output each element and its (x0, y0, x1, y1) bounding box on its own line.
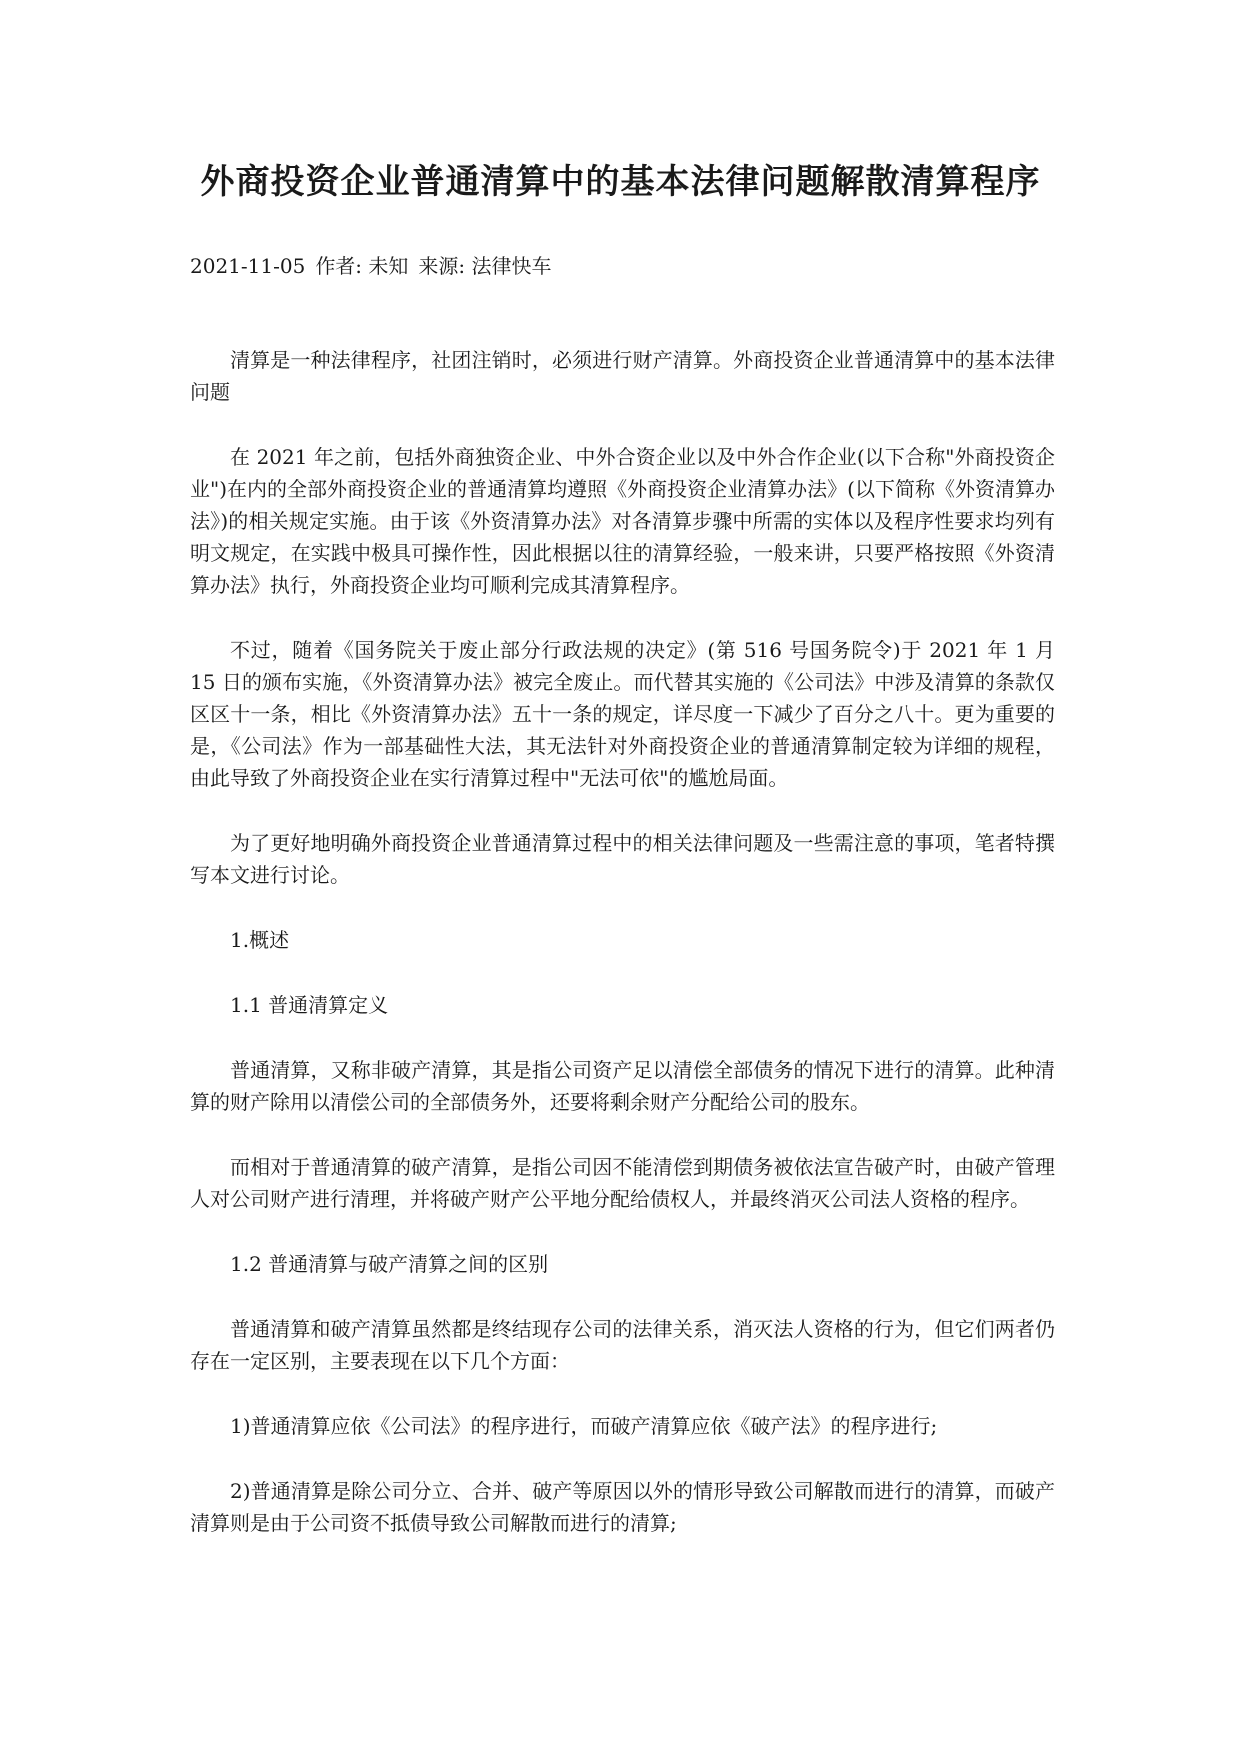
subsection-heading: 1.2 普通清算与破产清算之间的区别 (230, 1252, 549, 1276)
paragraph: 普通清算和破产清算虽然都是终结现存公司的法律关系，消灭法人资格的行为，但它们两者仍存在一定区别，主要表现在以下几个方面： (190, 1317, 1055, 1373)
article-body (190, 344, 1055, 1572)
author-line: 作者: 未知 (315, 254, 409, 278)
publish-date: 2021-11-05 (190, 254, 306, 278)
paragraph: 不过，随着《国务院关于废止部分行政法规的决定》(第 516 号国务院令)于 2021 年 1 月 15 日的颁布实施，《外资清算办法》被完全废止。而代替其实施的《公司法》中涉及清算的条款仅区区十一条，相比《外资清算办法》五十一条的规定，详尽度一下减少了百分之八十。更为重要的是，《公司法》作为一部基础性大法，其无法针对外商投资企业的普通清算制定较为详细的规程，由此导致了外商投资企业在实行清算过程中"无法可依"的尴尬局面。 (190, 638, 1055, 790)
paragraph: 普通清算，又称非破产清算，其是指公司资产足以清偿全部债务的情况下进行的清算。此种清算的财产除用以清偿公司的全部债务外，还要将剩余财产分配给公司的股东。 (190, 1058, 1055, 1114)
list-item: 2)普通清算是除公司分立、合并、破产等原因以外的情形导致公司解散而进行的清算，而破产清算则是由于公司资不抵债导致公司解散而进行的清算; (190, 1479, 1055, 1535)
section-heading: 1.概述 (230, 928, 290, 952)
article-meta (190, 252, 562, 280)
list-item: 1)普通清算应依《公司法》的程序进行，而破产清算应依《破产法》的程序进行; (230, 1414, 938, 1438)
source-line: 来源: 法律快车 (418, 254, 552, 278)
paragraph: 为了更好地明确外商投资企业普通清算过程中的相关法律问题及一些需注意的事项，笔者特撰写本文进行讨论。 (190, 831, 1055, 887)
document-title: 外商投资企业普通清算中的基本法律问题解散清算程序 (200, 162, 1041, 202)
paragraph: 而相对于普通清算的破产清算，是指公司因不能清偿到期债务被依法宣告破产时，由破产管理人对公司财产进行清理，并将破产财产公平地分配给债权人，并最终消灭公司法人资格的程序。 (190, 1155, 1055, 1211)
paragraph: 在 2021 年之前，包括外商独资企业、中外合资企业以及中外合作企业(以下合称"外商投资企业")在内的全部外商投资企业的普通清算均遵照《外商投资企业清算办法》(以下简称《外资清算办法》)的相关规定实施。由于该《外资清算办法》对各清算步骤中所需的实体以及程序性要求均列有明文规定，在实践中极具可操作性，因此根据以往的清算经验，一般来讲，只要严格按照《外资清算办法》执行，外商投资企业均可顺利完成其清算程序。 (190, 445, 1055, 597)
subsection-heading: 1.1 普通清算定义 (230, 993, 389, 1017)
paragraph: 清算是一种法律程序，社团注销时，必须进行财产清算。外商投资企业普通清算中的基本法律问题 (190, 348, 1055, 404)
